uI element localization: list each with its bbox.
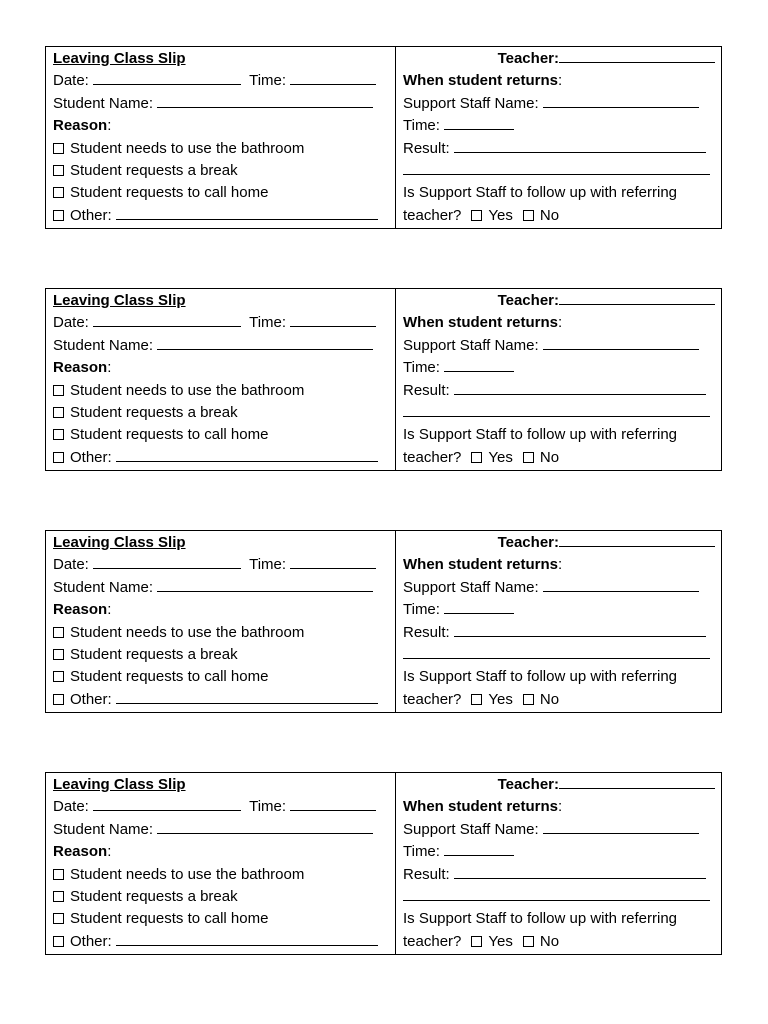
return-time-field[interactable] xyxy=(444,841,514,856)
date-field[interactable] xyxy=(93,312,241,327)
return-time-row xyxy=(403,599,721,621)
reason-label: Reason xyxy=(53,117,108,135)
followup-question-end: teacher? xyxy=(403,690,462,708)
slip-left-column xyxy=(46,47,396,228)
yes-checkbox[interactable] xyxy=(471,452,482,463)
checkbox[interactable] xyxy=(53,891,64,902)
followup-question: Is Support Staff to follow up with referring xyxy=(403,910,678,928)
time-label: Time: xyxy=(249,798,287,816)
checkbox[interactable] xyxy=(53,869,64,880)
reason-option-other[interactable] xyxy=(53,689,395,711)
return-time-label: Time: xyxy=(403,843,440,861)
slip-right-column xyxy=(396,289,721,470)
teacher-label: Teacher: xyxy=(497,50,559,67)
support-staff-field[interactable] xyxy=(543,93,699,108)
student-name-field[interactable] xyxy=(157,577,373,592)
support-staff-field[interactable] xyxy=(543,335,699,350)
time-label: Time: xyxy=(249,556,287,574)
teacher-field[interactable] xyxy=(559,48,715,63)
reason-option-label: Student requests to call home xyxy=(70,426,269,444)
date-time-row xyxy=(53,796,395,818)
no-checkbox[interactable] xyxy=(523,694,534,705)
checkbox[interactable] xyxy=(53,649,64,660)
result-label: Result: xyxy=(403,865,450,883)
result-label: Result: xyxy=(403,381,450,399)
followup-question: Is Support Staff to follow up with referring xyxy=(403,184,678,202)
return-time-label: Time: xyxy=(403,117,440,135)
result-field-continued[interactable] xyxy=(403,402,710,417)
reason-option-label: Student requests a break xyxy=(70,161,238,179)
reason-option[interactable] xyxy=(53,864,395,886)
followup-question-end: teacher? xyxy=(403,932,462,950)
checkbox[interactable] xyxy=(53,407,64,418)
teacher-row xyxy=(403,290,721,312)
teacher-row xyxy=(403,48,721,70)
reason-option-label: Student requests to call home xyxy=(70,910,269,928)
result-field-continued[interactable] xyxy=(403,160,710,175)
date-label: Date: xyxy=(53,556,89,574)
reason-option[interactable] xyxy=(53,380,395,402)
followup-question: Is Support Staff to follow up with referring xyxy=(403,426,678,444)
teacher-field[interactable] xyxy=(559,532,715,547)
student-name-row xyxy=(53,335,395,357)
date-field[interactable] xyxy=(93,554,241,569)
support-staff-field[interactable] xyxy=(543,819,699,834)
teacher-field[interactable] xyxy=(559,774,715,789)
reason-option-label: Student needs to use the bathroom xyxy=(70,139,305,157)
reason-option-label: Student requests to call home xyxy=(70,668,269,686)
student-name-label: Student Name: xyxy=(53,336,154,354)
reason-option[interactable] xyxy=(53,622,395,644)
reason-option-other[interactable] xyxy=(53,931,395,953)
time-field[interactable] xyxy=(290,554,376,569)
when-returns-row: When student returns: xyxy=(403,556,563,574)
reason-option-label: Other: xyxy=(70,206,112,224)
reason-option[interactable] xyxy=(53,138,395,160)
result-continuation-row xyxy=(403,644,721,666)
no-checkbox[interactable] xyxy=(523,936,534,947)
checkbox[interactable] xyxy=(53,452,64,463)
date-field[interactable] xyxy=(93,70,241,85)
reason-row: Reason: xyxy=(53,117,112,135)
return-time-label: Time: xyxy=(403,359,440,377)
result-field-continued[interactable] xyxy=(403,886,710,901)
reason-option[interactable] xyxy=(53,666,395,688)
yes-label: Yes xyxy=(488,206,513,224)
support-staff-label: Support Staff Name: xyxy=(403,820,539,838)
support-staff-row xyxy=(403,819,721,841)
when-returns-label: When student returns xyxy=(403,798,559,816)
leaving-class-slip xyxy=(45,288,722,471)
student-name-field[interactable] xyxy=(157,819,373,834)
support-staff-label: Support Staff Name: xyxy=(403,336,539,354)
student-name-label: Student Name: xyxy=(53,578,154,596)
checkbox[interactable] xyxy=(53,671,64,682)
other-field[interactable] xyxy=(116,931,378,946)
student-name-row xyxy=(53,819,395,841)
slip-left-column xyxy=(46,773,396,954)
return-time-row xyxy=(403,841,721,863)
result-row xyxy=(403,864,721,886)
no-label: No xyxy=(539,206,560,224)
result-field[interactable] xyxy=(454,622,706,637)
result-row xyxy=(403,622,721,644)
reason-option[interactable] xyxy=(53,908,395,930)
reason-option-label: Student requests to call home xyxy=(70,184,269,202)
result-field[interactable] xyxy=(454,380,706,395)
reason-option-other[interactable] xyxy=(53,205,395,227)
slip-title: Leaving Class Slip xyxy=(53,776,186,793)
return-time-field[interactable] xyxy=(444,599,514,614)
reason-option-label: Student needs to use the bathroom xyxy=(70,623,305,641)
slip-right-column xyxy=(396,47,721,228)
support-staff-label: Support Staff Name: xyxy=(403,94,539,112)
no-checkbox[interactable] xyxy=(523,452,534,463)
support-staff-row xyxy=(403,577,721,599)
date-field[interactable] xyxy=(93,796,241,811)
return-time-field[interactable] xyxy=(444,357,514,372)
checkbox[interactable] xyxy=(53,627,64,638)
leaving-class-slip xyxy=(45,772,722,955)
yes-checkbox[interactable] xyxy=(471,694,482,705)
student-name-label: Student Name: xyxy=(53,820,154,838)
time-field[interactable] xyxy=(290,312,376,327)
result-field[interactable] xyxy=(454,138,706,153)
reason-option-label: Student requests a break xyxy=(70,887,238,905)
date-time-row xyxy=(53,70,395,92)
no-label: No xyxy=(539,690,560,708)
teacher-label: Teacher: xyxy=(497,534,559,551)
leaving-class-slip xyxy=(45,530,722,713)
time-label: Time: xyxy=(249,314,287,332)
result-field[interactable] xyxy=(454,864,706,879)
result-continuation-row xyxy=(403,886,721,908)
no-checkbox[interactable] xyxy=(523,210,534,221)
teacher-row xyxy=(403,774,721,796)
followup-question: Is Support Staff to follow up with referring xyxy=(403,668,678,686)
no-label: No xyxy=(539,448,560,466)
checkbox[interactable] xyxy=(53,429,64,440)
slip-right-column xyxy=(396,531,721,712)
slip-left-column xyxy=(46,289,396,470)
reason-option-label: Other: xyxy=(70,932,112,950)
checkbox[interactable] xyxy=(53,936,64,947)
when-returns-label: When student returns xyxy=(403,556,559,574)
checkbox[interactable] xyxy=(53,385,64,396)
checkbox[interactable] xyxy=(53,143,64,154)
yes-label: Yes xyxy=(488,932,513,950)
date-time-row xyxy=(53,312,395,334)
support-staff-row xyxy=(403,93,721,115)
checkbox[interactable] xyxy=(53,210,64,221)
time-field[interactable] xyxy=(290,796,376,811)
yes-checkbox[interactable] xyxy=(471,210,482,221)
checkbox[interactable] xyxy=(53,913,64,924)
slip-title: Leaving Class Slip xyxy=(53,292,186,309)
teacher-row xyxy=(403,532,721,554)
result-row xyxy=(403,380,721,402)
checkbox[interactable] xyxy=(53,187,64,198)
date-label: Date: xyxy=(53,72,89,90)
yes-label: Yes xyxy=(488,690,513,708)
reason-row: Reason: xyxy=(53,359,112,377)
result-row xyxy=(403,138,721,160)
followup-answer-row xyxy=(403,447,721,469)
result-label: Result: xyxy=(403,139,450,157)
student-name-field[interactable] xyxy=(157,93,373,108)
reason-option-label: Student requests a break xyxy=(70,645,238,663)
no-label: No xyxy=(539,932,560,950)
teacher-field[interactable] xyxy=(559,290,715,305)
return-time-row xyxy=(403,357,721,379)
slip-right-column xyxy=(396,773,721,954)
when-returns-row: When student returns: xyxy=(403,314,563,332)
reason-option-label: Student needs to use the bathroom xyxy=(70,381,305,399)
when-returns-label: When student returns xyxy=(403,72,559,90)
reason-option-label: Other: xyxy=(70,448,112,466)
checkbox[interactable] xyxy=(53,694,64,705)
reason-label: Reason xyxy=(53,843,108,861)
return-time-field[interactable] xyxy=(444,115,514,130)
leaving-class-slip xyxy=(45,46,722,229)
slip-title: Leaving Class Slip xyxy=(53,534,186,551)
yes-checkbox[interactable] xyxy=(471,936,482,947)
date-time-row xyxy=(53,554,395,576)
student-name-field[interactable] xyxy=(157,335,373,350)
date-label: Date: xyxy=(53,314,89,332)
support-staff-label: Support Staff Name: xyxy=(403,578,539,596)
result-continuation-row xyxy=(403,402,721,424)
slip-left-column xyxy=(46,531,396,712)
followup-answer-row xyxy=(403,689,721,711)
reason-label: Reason xyxy=(53,359,108,377)
reason-option[interactable] xyxy=(53,886,395,908)
other-field[interactable] xyxy=(116,447,378,462)
yes-label: Yes xyxy=(488,448,513,466)
reason-option[interactable] xyxy=(53,424,395,446)
date-label: Date: xyxy=(53,798,89,816)
student-name-label: Student Name: xyxy=(53,94,154,112)
when-returns-row: When student returns: xyxy=(403,72,563,90)
return-time-row xyxy=(403,115,721,137)
reason-option[interactable] xyxy=(53,402,395,424)
result-continuation-row xyxy=(403,160,721,182)
reason-row: Reason: xyxy=(53,843,112,861)
support-staff-field[interactable] xyxy=(543,577,699,592)
slip-title: Leaving Class Slip xyxy=(53,50,186,67)
time-label: Time: xyxy=(249,72,287,90)
checkbox[interactable] xyxy=(53,165,64,176)
reason-option[interactable] xyxy=(53,644,395,666)
student-name-row xyxy=(53,93,395,115)
followup-question-end: teacher? xyxy=(403,448,462,466)
reason-option[interactable] xyxy=(53,160,395,182)
when-returns-row: When student returns: xyxy=(403,798,563,816)
reason-label: Reason xyxy=(53,601,108,619)
reason-option-label: Student requests a break xyxy=(70,403,238,421)
return-time-label: Time: xyxy=(403,601,440,619)
result-field-continued[interactable] xyxy=(403,644,710,659)
teacher-label: Teacher: xyxy=(497,292,559,309)
student-name-row xyxy=(53,577,395,599)
followup-answer-row xyxy=(403,205,721,227)
other-field[interactable] xyxy=(116,205,378,220)
support-staff-row xyxy=(403,335,721,357)
other-field[interactable] xyxy=(116,689,378,704)
when-returns-label: When student returns xyxy=(403,314,559,332)
reason-row: Reason: xyxy=(53,601,112,619)
reason-option-other[interactable] xyxy=(53,447,395,469)
reason-option[interactable] xyxy=(53,182,395,204)
time-field[interactable] xyxy=(290,70,376,85)
reason-option-label: Other: xyxy=(70,690,112,708)
followup-answer-row xyxy=(403,931,721,953)
teacher-label: Teacher: xyxy=(497,776,559,793)
result-label: Result: xyxy=(403,623,450,641)
followup-question-end: teacher? xyxy=(403,206,462,224)
reason-option-label: Student needs to use the bathroom xyxy=(70,865,305,883)
